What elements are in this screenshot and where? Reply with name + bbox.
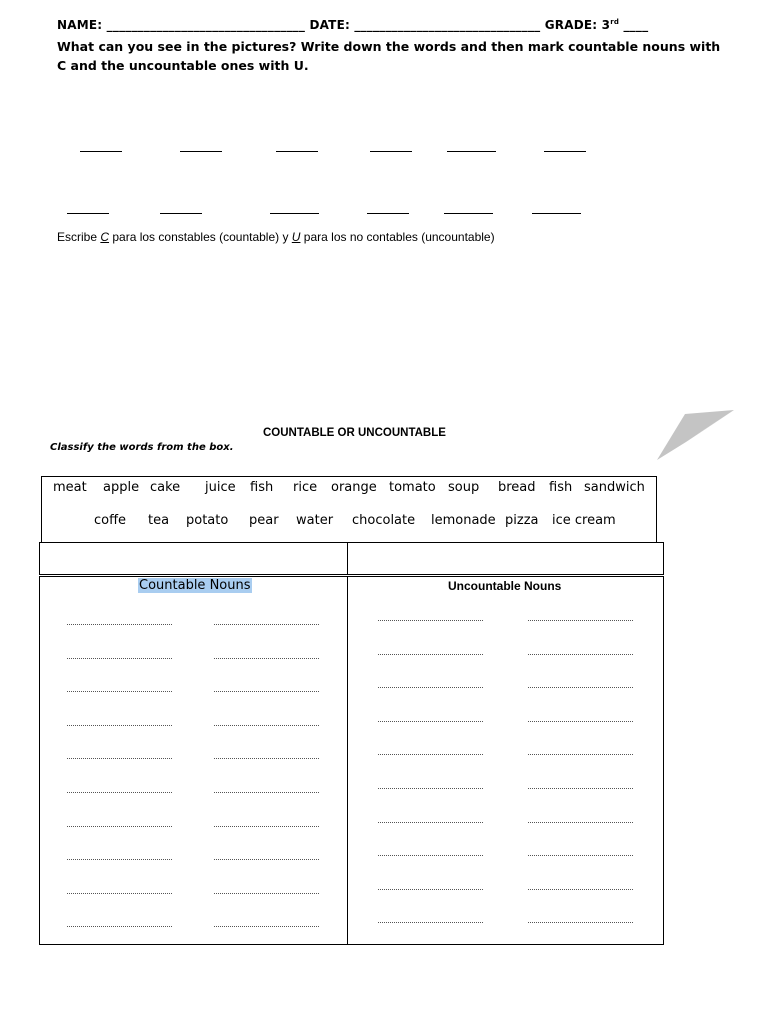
answer-dotted-line[interactable] <box>67 926 172 927</box>
word-item: water <box>296 513 334 528</box>
word-item: cake <box>150 480 181 495</box>
name-label: NAME: <box>57 18 103 32</box>
word-item: potato <box>186 513 229 528</box>
answer-dotted-line[interactable] <box>67 624 172 625</box>
answer-dotted-line[interactable] <box>214 624 319 625</box>
word-item: lemonade <box>431 513 496 528</box>
answer-dotted-line[interactable] <box>67 658 172 659</box>
answer-blank[interactable] <box>370 150 412 152</box>
exercise-title: COUNTABLE OR UNCOUNTABLE <box>263 427 446 439</box>
answer-dotted-line[interactable] <box>214 725 319 726</box>
answer-dotted-line[interactable] <box>528 889 633 890</box>
answer-dotted-line[interactable] <box>528 788 633 789</box>
word-item: pear <box>249 513 279 528</box>
escribe-text: para los constables (countable) y <box>109 230 292 244</box>
answer-dotted-line[interactable] <box>528 721 633 722</box>
word-item: tomato <box>389 480 436 495</box>
answer-dotted-line[interactable] <box>67 859 172 860</box>
answer-dotted-line[interactable] <box>378 855 483 856</box>
answer-dotted-line[interactable] <box>67 826 172 827</box>
answer-dotted-line[interactable] <box>528 687 633 688</box>
uncountable-letter: U <box>291 230 301 244</box>
word-item: fish <box>549 480 573 495</box>
answer-dotted-line[interactable] <box>528 822 633 823</box>
answer-blank[interactable] <box>544 150 586 152</box>
answer-dotted-line[interactable] <box>214 792 319 793</box>
word-item: bread <box>498 480 536 495</box>
answer-dotted-line[interactable] <box>378 889 483 890</box>
word-item: coffe <box>94 513 127 528</box>
answer-dotted-line[interactable] <box>528 754 633 755</box>
word-item: pizza <box>505 513 539 528</box>
answer-dotted-line[interactable] <box>214 758 319 759</box>
answer-blank[interactable] <box>276 150 318 152</box>
word-item: ice cream <box>552 513 616 528</box>
answer-dotted-line[interactable] <box>378 721 483 722</box>
grade-field[interactable]: ____ <box>623 18 649 32</box>
escribe-text: para los no contables (uncountable) <box>300 230 495 244</box>
answer-dotted-line[interactable] <box>67 792 172 793</box>
word-item: fish <box>250 480 274 495</box>
word-item: chocolate <box>352 513 416 528</box>
answer-blank[interactable] <box>270 212 319 214</box>
word-item: apple <box>103 480 140 495</box>
answer-blank[interactable] <box>444 212 493 214</box>
answer-dotted-line[interactable] <box>378 822 483 823</box>
grade-ordinal: rd <box>610 18 620 26</box>
answer-dotted-line[interactable] <box>67 758 172 759</box>
word-item: tea <box>148 513 170 528</box>
exercise-instruction: Classify the words from the box. <box>50 442 234 453</box>
answer-dotted-line[interactable] <box>528 654 633 655</box>
answer-dotted-line[interactable] <box>214 859 319 860</box>
answer-blank[interactable] <box>367 212 409 214</box>
countable-letter: C <box>100 230 110 244</box>
word-item: rice <box>293 480 318 495</box>
word-item: soup <box>448 480 480 495</box>
column-divider <box>347 576 348 945</box>
answer-dotted-line[interactable] <box>528 855 633 856</box>
countable-nouns-header: Countable Nouns <box>139 578 251 593</box>
column-divider <box>347 542 348 575</box>
answer-dotted-line[interactable] <box>378 687 483 688</box>
answer-dotted-line[interactable] <box>214 691 319 692</box>
answer-dotted-line[interactable] <box>214 893 319 894</box>
name-field[interactable]: ________________________________ <box>106 18 306 32</box>
answer-blank[interactable] <box>532 212 581 214</box>
answer-dotted-line[interactable] <box>528 922 633 923</box>
word-item: orange <box>331 480 377 495</box>
answer-dotted-line[interactable] <box>214 826 319 827</box>
word-box <box>41 476 657 542</box>
page-curl-decoration <box>650 405 740 465</box>
word-item: juice <box>205 480 236 495</box>
answer-blank[interactable] <box>160 212 202 214</box>
answer-dotted-line[interactable] <box>378 922 483 923</box>
spanish-instructions <box>57 230 495 244</box>
answer-dotted-line[interactable] <box>214 926 319 927</box>
escribe-text: Escribe <box>57 230 101 244</box>
header-line <box>57 18 648 32</box>
word-item: sandwich <box>584 480 645 495</box>
answer-blank[interactable] <box>447 150 496 152</box>
answer-dotted-line[interactable] <box>378 620 483 621</box>
grade-label: GRADE: 3 <box>544 18 611 32</box>
answer-dotted-line[interactable] <box>378 788 483 789</box>
empty-header-row <box>39 542 664 575</box>
answer-blank[interactable] <box>180 150 222 152</box>
answer-blank[interactable] <box>80 150 122 152</box>
answer-dotted-line[interactable] <box>378 654 483 655</box>
date-label: DATE: <box>309 18 350 32</box>
answer-dotted-line[interactable] <box>67 893 172 894</box>
answer-dotted-line[interactable] <box>528 620 633 621</box>
uncountable-nouns-header: Uncountable Nouns <box>448 579 562 593</box>
answer-dotted-line[interactable] <box>378 754 483 755</box>
date-field[interactable]: ______________________________ <box>354 18 541 32</box>
answer-dotted-line[interactable] <box>67 691 172 692</box>
instructions: What can you see in the pictures? Write down the words and then mark countable nouns with C and the uncountable ones with U. <box>57 39 721 73</box>
word-item: meat <box>53 480 87 495</box>
answer-dotted-line[interactable] <box>214 658 319 659</box>
answer-dotted-line[interactable] <box>67 725 172 726</box>
answer-blank[interactable] <box>67 212 109 214</box>
